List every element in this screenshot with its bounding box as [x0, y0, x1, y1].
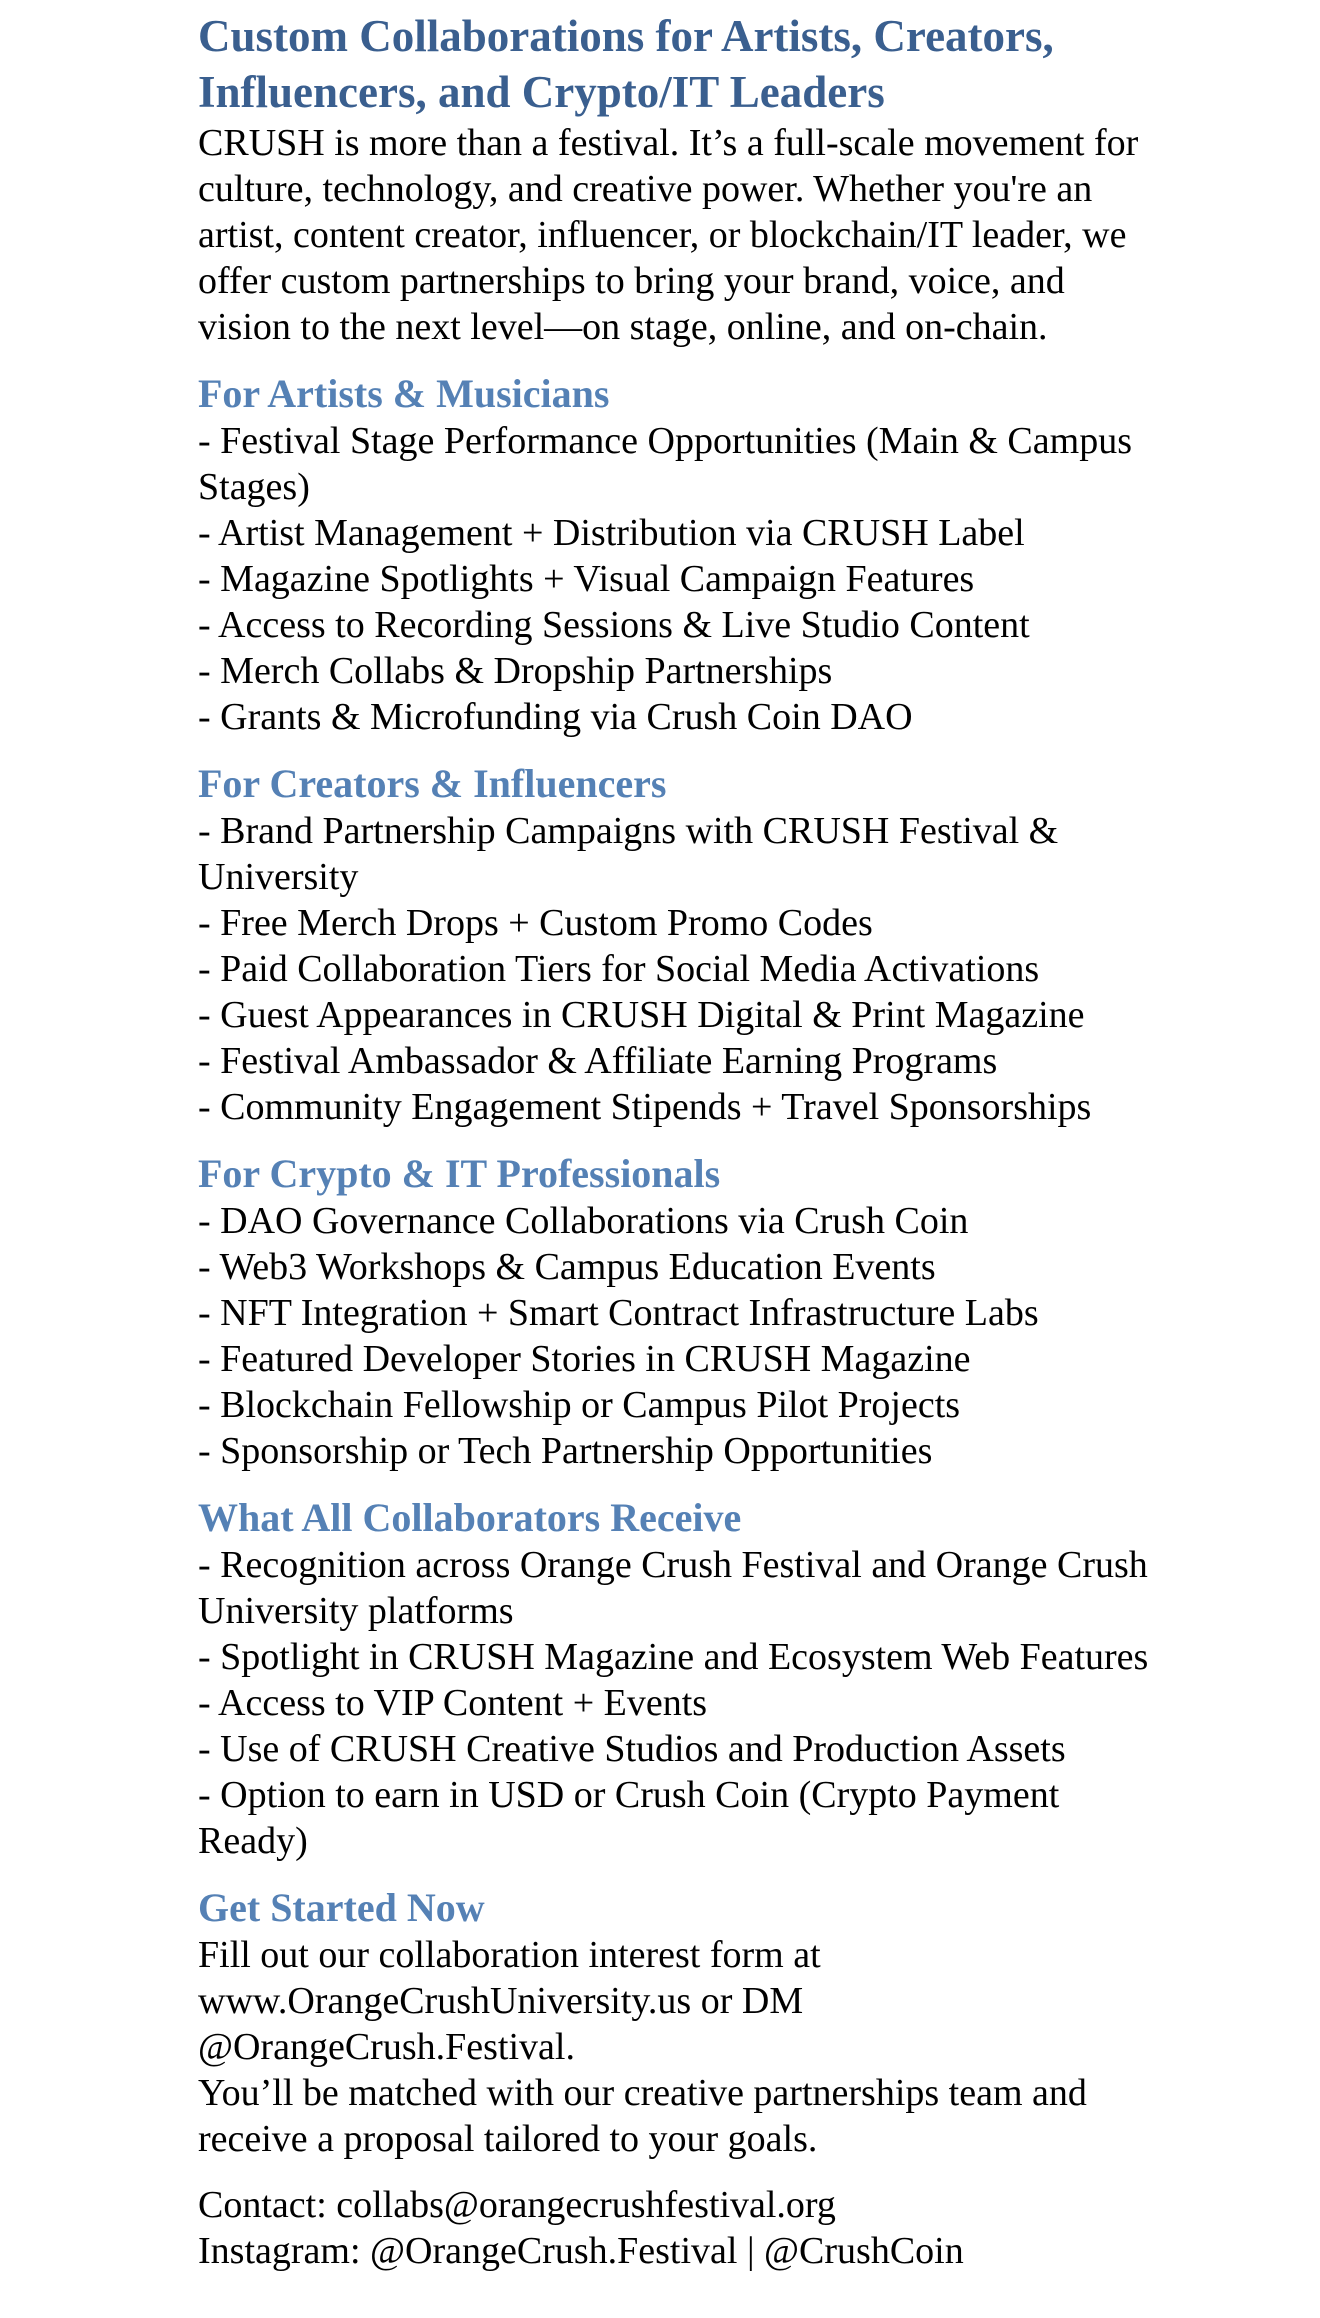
artists-list — [198, 418, 1158, 740]
list-item: - NFT Integration + Smart Contract Infrastructure Labs — [198, 1292, 1039, 1334]
section-heading-creators: For Creators & Influencers — [198, 761, 667, 806]
list-item: - Featured Developer Stories in CRUSH Magazine — [198, 1338, 971, 1380]
section-collaborators-receive — [198, 1494, 1158, 1864]
list-item: - Festival Stage Performance Opportunities (Main & Campus Stages) — [198, 420, 1132, 508]
list-item: - Paid Collaboration Tiers for Social Media Activations — [198, 948, 1040, 990]
list-item: - Artist Management + Distribution via CRUSH Label — [198, 512, 1025, 554]
list-item: - Grants & Microfunding via Crush Coin DAO — [198, 696, 913, 738]
contact-email-line: Contact: collabs@orangecrushfestival.org — [198, 2184, 836, 2226]
list-item: - Festival Ambassador & Affiliate Earning Programs — [198, 1040, 998, 1082]
list-item: - Community Engagement Stipends + Travel Sponsorships — [198, 1086, 1092, 1128]
crypto-it-list — [198, 1198, 1158, 1474]
creators-list — [198, 808, 1158, 1130]
list-item: - Use of CRUSH Creative Studios and Production Assets — [198, 1728, 1066, 1770]
section-creators — [198, 760, 1158, 1130]
list-item: - Blockchain Fellowship or Campus Pilot Projects — [198, 1384, 961, 1426]
section-crypto-it — [198, 1150, 1158, 1474]
section-heading-artists: For Artists & Musicians — [198, 371, 610, 416]
list-item: - Recognition across Orange Crush Festival and Orange Crush University platforms — [198, 1544, 1148, 1632]
list-item: - Web3 Workshops & Campus Education Events — [198, 1246, 936, 1288]
section-heading-crypto-it: For Crypto & IT Professionals — [198, 1151, 721, 1196]
list-item: - Access to Recording Sessions & Live Studio Content — [198, 604, 1030, 646]
proposal-paragraph: You’ll be matched with our creative partnerships team and receive a proposal tailored to your goals. — [198, 2072, 1087, 2160]
list-item: - Merch Collabs & Dropship Partnerships — [198, 650, 833, 692]
section-heading-receive: What All Collaborators Receive — [198, 1495, 742, 1540]
list-item: - Option to earn in USD or Crush Coin (Crypto Payment Ready) — [198, 1774, 1060, 1862]
list-item: - Access to VIP Content + Events — [198, 1682, 708, 1724]
document — [198, 8, 1158, 2274]
page-title: Custom Collaborations for Artists, Creators, Influencers, and Crypto/IT Leaders — [198, 11, 1054, 117]
section-heading-get-started: Get Started Now — [198, 1885, 485, 1930]
contact-instagram-line: Instagram: @OrangeCrush.Festival | @CrushCoin — [198, 2230, 964, 2272]
list-item: - Magazine Spotlights + Visual Campaign Features — [198, 558, 975, 600]
list-item: - Sponsorship or Tech Partnership Opportunities — [198, 1430, 933, 1472]
list-item: - Brand Partnership Campaigns with CRUSH Festival & University — [198, 810, 1059, 898]
section-get-started — [198, 1884, 1158, 2162]
get-started-paragraph: Fill out our collaboration interest form at www.OrangeCrushUniversity.us or DM @OrangeCrush.Festival. — [198, 1934, 821, 2068]
intro-paragraph: CRUSH is more than a festival. It’s a full-scale movement for culture, technology, and creative power. Whether you're an artist, content creator, influencer, or blockchain/IT leader, we offer custom partnerships to bring your brand, voice, and vision to the next level—on stage, online, and on-chain. — [198, 122, 1139, 348]
contact-block — [198, 2182, 1158, 2274]
receive-list — [198, 1542, 1158, 1864]
list-item: - DAO Governance Collaborations via Crush Coin — [198, 1200, 969, 1242]
list-item: - Spotlight in CRUSH Magazine and Ecosystem Web Features — [198, 1636, 1149, 1678]
list-item: - Guest Appearances in CRUSH Digital & Print Magazine — [198, 994, 1085, 1036]
section-artists — [198, 370, 1158, 740]
list-item: - Free Merch Drops + Custom Promo Codes — [198, 902, 873, 944]
